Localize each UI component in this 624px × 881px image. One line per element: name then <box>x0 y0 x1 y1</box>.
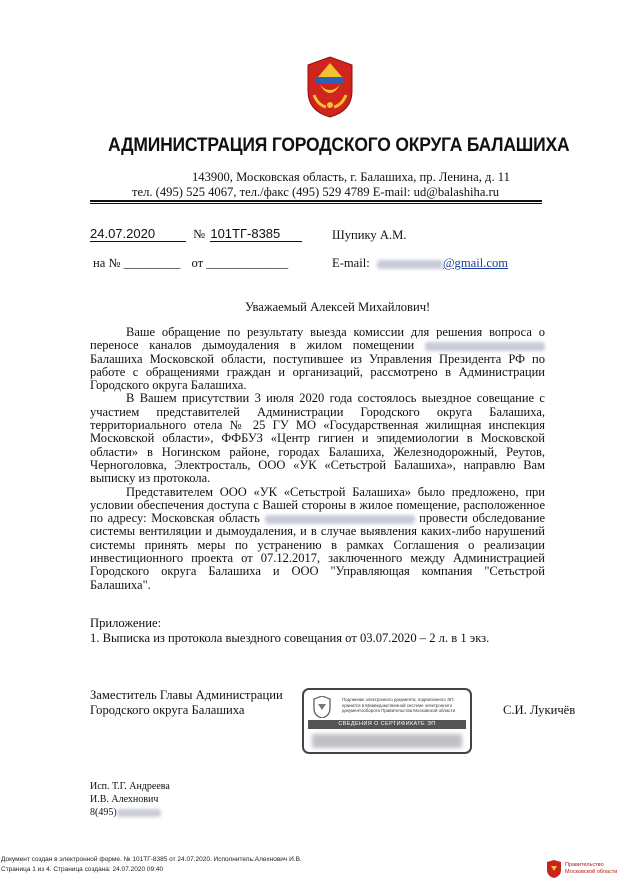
redacted-certificate-details <box>312 734 462 748</box>
executor-phone-prefix: 8(495) <box>90 807 117 818</box>
paragraph-1-continued: Балашиха Московской области, поступившее из Управления Президента РФ по работе с обращениями граждан и организаций, рассмотрено в Администрации Городского округа Балашиха. <box>90 351 545 393</box>
email-label: E-mail: <box>332 256 370 270</box>
address-line: 143900, Московская область, г. Балашиха, пр. Ленина, д. 11 <box>192 170 510 184</box>
salutation: Уважаемый Алексей Михайлович! <box>245 300 431 314</box>
gov-logo-line1: Правительство <box>565 862 604 868</box>
signatory-position-line1: Заместитель Главы Администрации <box>90 688 283 702</box>
from-blank: _____________ <box>206 256 289 270</box>
electronic-signature-stamp <box>302 688 472 754</box>
stamp-text: Подлинник электронного документа, подписанного ЭП, хранится в Межведомственной системе электронного документооборота Правительства Московской области <box>342 697 456 714</box>
contacts-line: тел. (495) 525 4067, тел./факс (495) 529 4789 E-mail: ud@balashiha.ru <box>132 185 500 199</box>
organization-name: АДМИНИСТРАЦИЯ ГОРОДСКОГО ОКРУГА БАЛАШИХА <box>108 135 570 156</box>
stamp-certificate-title: СВЕДЕНИЯ О СЕРТИФИКАТЕ ЭП <box>308 720 466 729</box>
paragraph-2: В Вашем присутствии 3 июля 2020 года состоялось выездное совещание с участием представителей Администрации Городского округа Балашиха, территориального отела № 25 ГУ МО «Государственная жилищная инспекция Московской области», ФФБУЗ «Центр гигиен и эпидемиологии в Московской области» в Ногинском районе, городах Балашиха, Железнодорожный, Реутов, Черноголовка, Электросталь, ООО «УК «Сетьстрой Балашиха», направлю Вам выписку из протокола. <box>90 391 545 486</box>
document-number: 101ТГ-8385 <box>210 226 302 242</box>
recipient-name: Шупику А.М. <box>332 228 407 242</box>
paragraph-3-text: Представителем ООО «УК «Сетьстрой Балашиха» было предложено, при условии обеспечения доступа с Вашей стороны в жилое помещение, расположенное по адресу: <box>90 484 545 526</box>
number-label: № <box>193 227 206 241</box>
executor-line1: Исп. Т.Г. Андреева <box>90 781 170 792</box>
in-reply-blank: _________ <box>123 256 181 270</box>
email-domain: @gmail.com <box>442 256 509 270</box>
paragraph-1-text: Ваше обращение по результату выезда комиссии для решения вопроса о переносе каналов дымоудаления в жилом помещении <box>90 325 545 353</box>
appendix-item: 1. Выписка из протокола выездного совещания от 03.07.2020 – 2 л. в 1 экз. <box>90 631 490 645</box>
gov-logo-line2: Московской области <box>565 869 618 875</box>
in-reply-field <box>93 256 288 271</box>
footer-line1: Документ создан в электронной форме. № 101ТГ-8385 от 24.07.2020. Исполнитель:Алехнович И.В. <box>1 856 302 863</box>
gov-emblem-icon <box>546 860 562 878</box>
signatory-name: С.И. Лукичёв <box>503 703 576 717</box>
from-label: от <box>191 256 204 270</box>
paragraph-3-address: Московская область <box>151 511 260 526</box>
document-date-field <box>90 226 302 242</box>
executors-block <box>90 780 170 819</box>
email-field <box>332 256 508 271</box>
document-date: 24.07.2020 <box>90 226 186 242</box>
footer-line2: Страница 1 из 4. Страница создана: 24.07.2020 09:40 <box>1 866 164 873</box>
letter-body <box>90 326 545 592</box>
redacted-address-detail <box>265 515 415 524</box>
executor-line2: И.В. Алехнович <box>90 794 159 805</box>
city-coat-of-arms-icon <box>302 55 358 119</box>
redacted-address <box>425 342 545 351</box>
paragraph-3 <box>90 486 545 592</box>
redacted-email-user <box>377 260 443 269</box>
stamp-emblem-icon <box>310 696 334 718</box>
appendix-label: Приложение: <box>90 616 162 630</box>
header-rule <box>90 200 542 202</box>
header-rule-thin <box>90 203 542 204</box>
in-reply-label: на № <box>93 256 121 270</box>
redacted-phone <box>117 809 161 817</box>
executor-phone <box>90 806 170 819</box>
signatory-position-line2: Городского округа Балашиха <box>90 703 245 717</box>
paragraph-1 <box>90 326 545 392</box>
paragraph-3-continued: провести обследование системы вентиляции и дымоудаления, и в случае выявления каких-либо нарушений системы принять меры по устранению в рамках Соглашения о реализации инвестиционного проекта от 07.12.2017, заключенного между Администрацией Городского округа Балашиха и ООО "Управляющая компания "Сетьстрой Балашиха". <box>90 511 545 592</box>
